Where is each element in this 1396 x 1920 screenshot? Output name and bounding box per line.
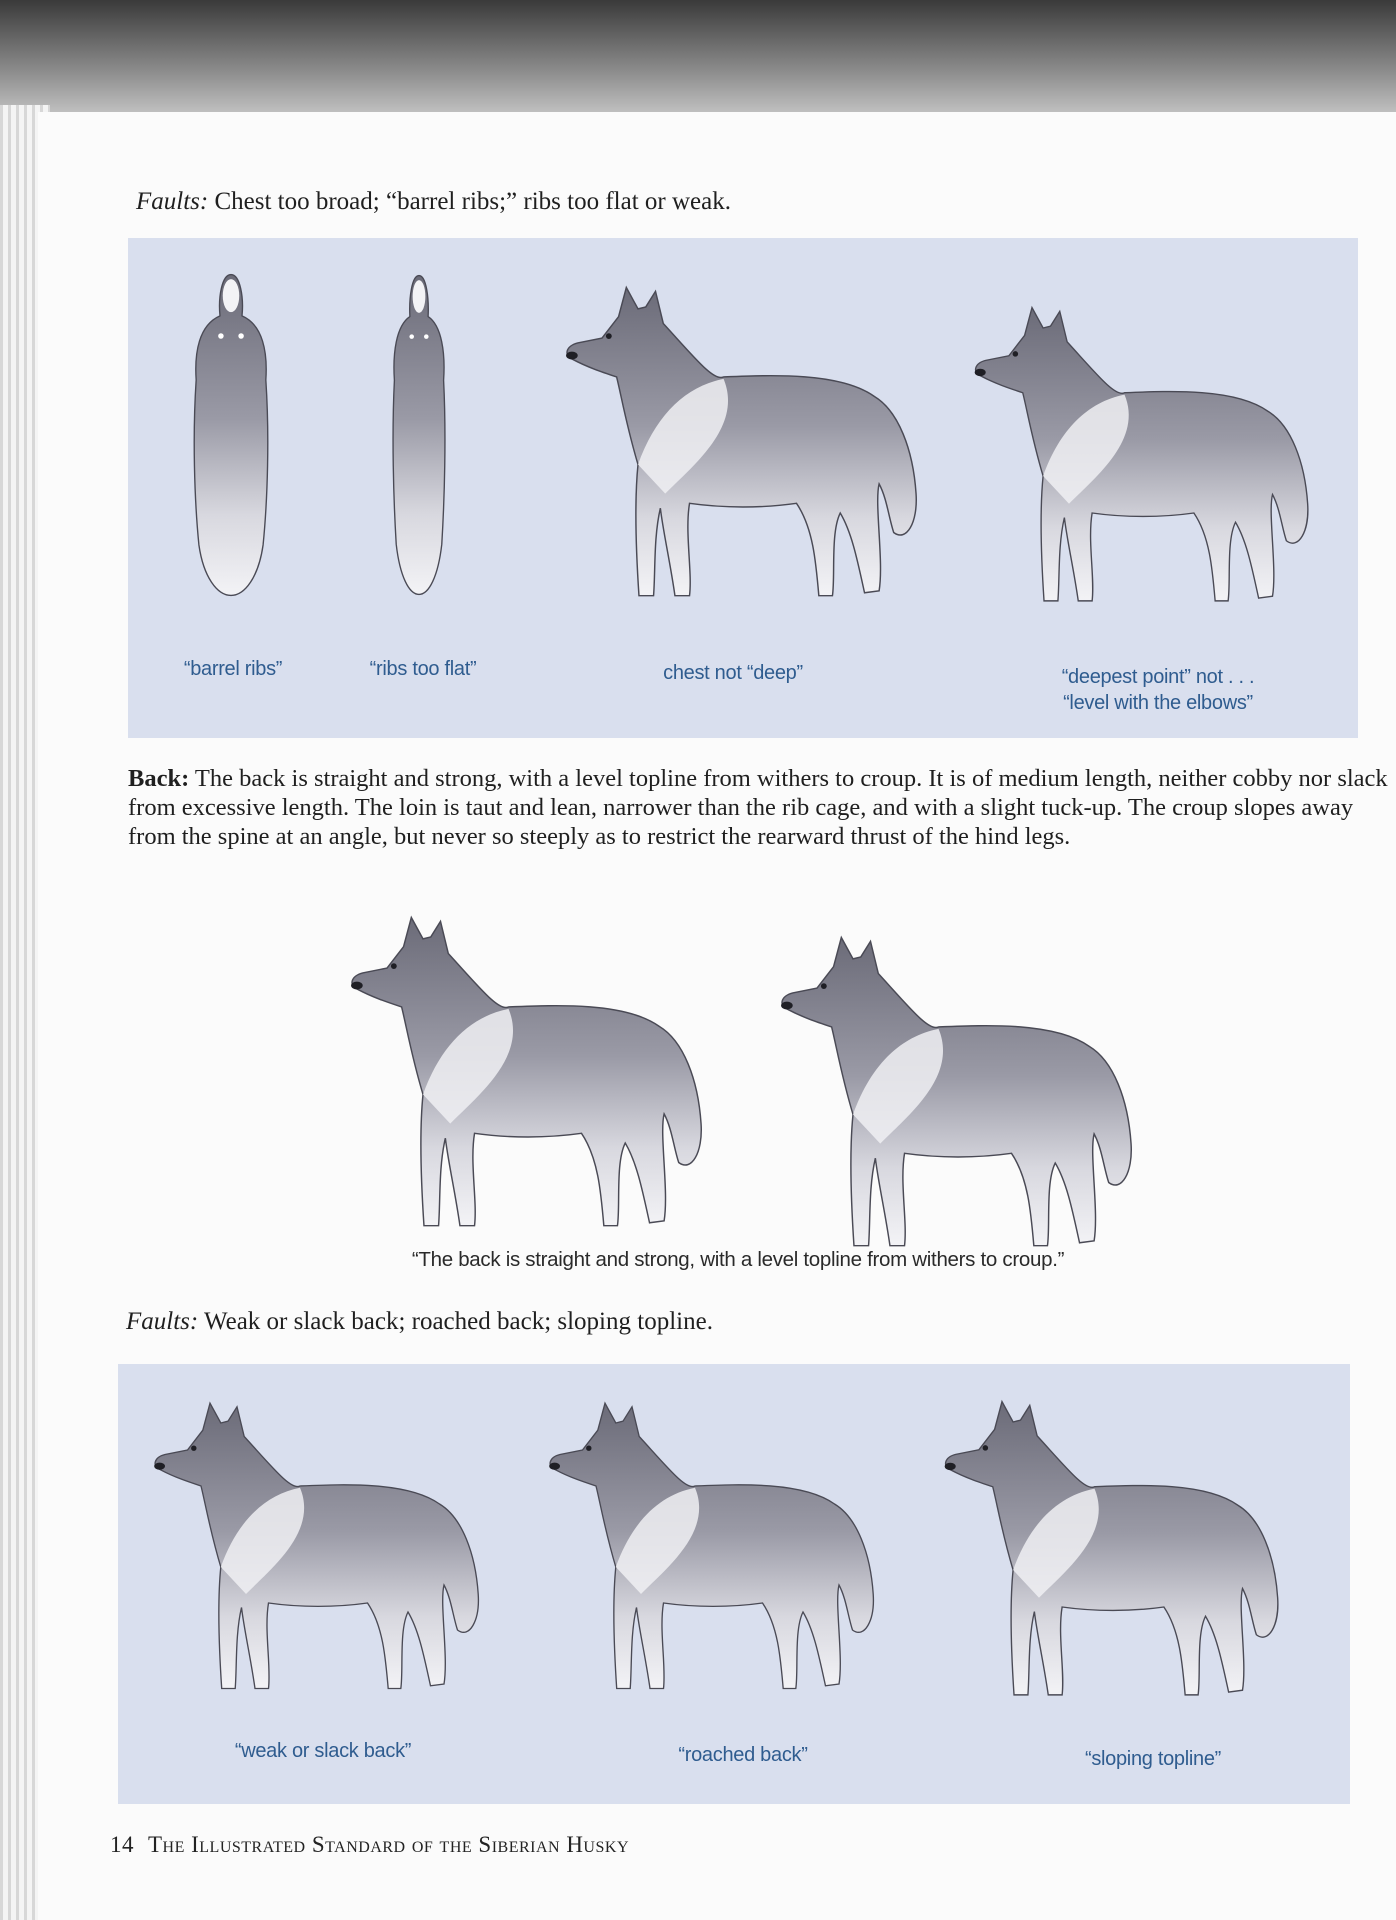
back-body: The back is straight and strong, with a level topline from withers to croup. It is of medium length, neither cobby nor slack from excessive length. The loin is taut and lean, narrower than the rib cage, and with a slight tuck-up. The croup slopes away from the spine at an angle, but never so steeply as to restrict the rearward thrust of the hind legs. xyxy=(128,765,1388,850)
page-number: 14 xyxy=(110,1832,134,1857)
chest-faults-text xyxy=(136,188,731,216)
barrel-ribs-dog-illustration xyxy=(176,260,286,610)
correct-back-dark-dog-illustration xyxy=(758,920,1158,1270)
page-footer xyxy=(110,1832,629,1858)
sloping-topline-dog-illustration xyxy=(928,1384,1298,1719)
caption-sloping-topline: “sloping topline” xyxy=(1084,1748,1222,1770)
caption-deepest-point: “deepest point” not . . . xyxy=(1061,666,1255,688)
chest-faults-panel xyxy=(128,238,1358,738)
book-page xyxy=(38,112,1396,1920)
caption-barrel-ribs: “barrel ribs” xyxy=(183,658,283,680)
caption-ribs-too-flat: “ribs too flat” xyxy=(369,658,477,680)
correct-back-dog-illustration xyxy=(328,900,728,1250)
chest-not-deep-dog-illustration xyxy=(548,270,938,620)
weak-back-dog-illustration xyxy=(138,1384,498,1714)
chest-faults-lead: Faults: xyxy=(136,188,209,215)
back-faults-lead: Faults: xyxy=(126,1308,199,1335)
caption-chest-not-deep: chest not “deep” xyxy=(663,662,803,684)
ribs-too-flat-dog-illustration xyxy=(378,260,460,610)
deepest-point-dog-illustration xyxy=(958,290,1328,625)
back-faults-text xyxy=(126,1308,713,1336)
chest-faults-body: Chest too broad; “barrel ribs;” ribs too flat or weak. xyxy=(208,188,731,215)
back-description xyxy=(128,764,1393,851)
book-title: The Illustrated Standard of the Siberian Husky xyxy=(148,1832,629,1857)
back-lead: Back: xyxy=(128,765,190,792)
caption-roached-back: “roached back” xyxy=(678,1744,808,1766)
roached-back-dog-illustration xyxy=(533,1384,893,1714)
back-faults-body: Weak or slack back; roached back; sloping topline. xyxy=(198,1308,713,1335)
caption-level-with-elbows: “level with the elbows” xyxy=(1063,692,1253,714)
caption-weak-back: “weak or slack back” xyxy=(234,1740,412,1762)
scan-shadow xyxy=(0,0,1396,120)
back-illustration-caption: “The back is straight and strong, with a level topline from withers to croup.” xyxy=(411,1248,1065,1271)
back-faults-panel xyxy=(118,1364,1350,1804)
